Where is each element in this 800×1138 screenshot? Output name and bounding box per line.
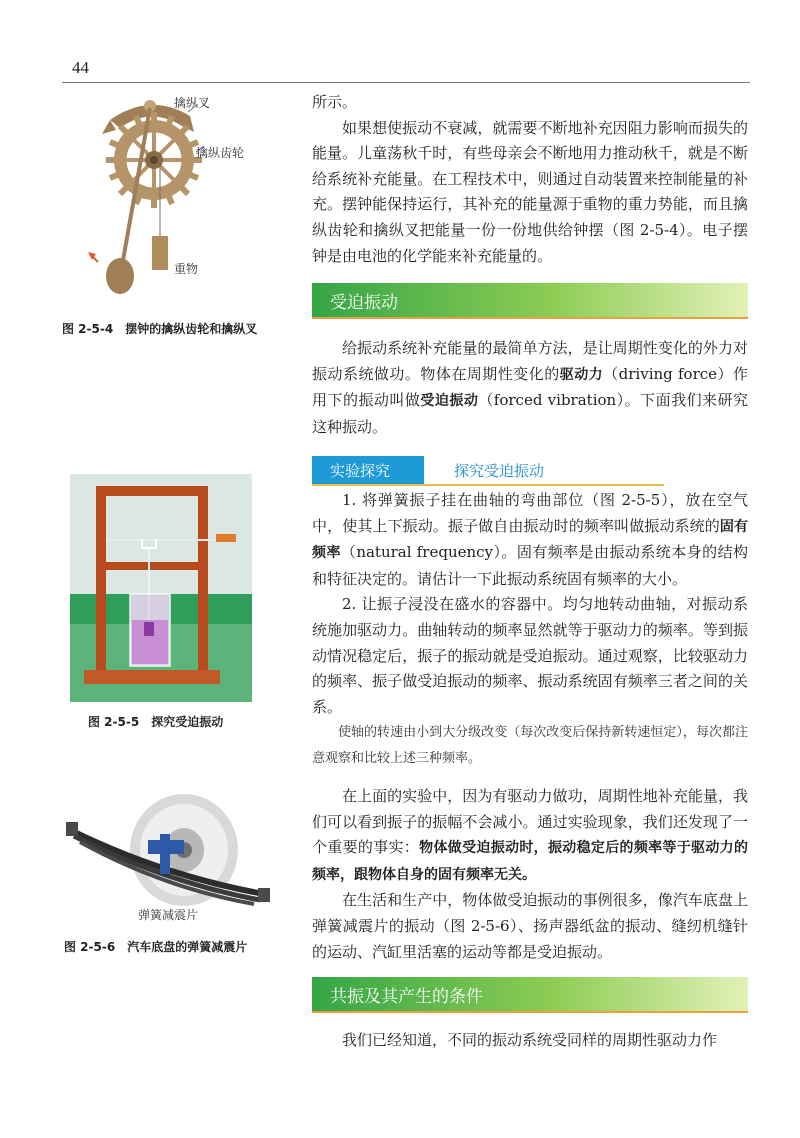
figure-escapement bbox=[70, 88, 270, 310]
apparatus-photo bbox=[70, 474, 252, 702]
paragraph-forced-vibration-definition bbox=[312, 336, 748, 440]
intro-text-block bbox=[312, 90, 748, 269]
section-title-resonance: 共振及其产生的条件 bbox=[330, 987, 483, 1007]
paragraph-energy-supply: 如果想使振动不衰减，就需要不断地补充因阻力影响而损失的能量。儿童荡秋千时，有些母亲会不断地用力推动秋千，就是不断给系统补充能量。在工程技术中，则通过自动装置来控制能量的补充。摆钟能保持运行，其补充的能量源于重物的重力势能，而且擒纵齿轮和擒纵叉把能量一份一份地供给钟摆（图 2-5-4）。电子摆钟是由电池的化学能来补充能量的。 bbox=[312, 118, 748, 265]
text-segment: （natural frequency）。固有频率是由振动系统本身的结构和特征决定的。请估计一下此振动系统固有频率的大小。 bbox=[312, 543, 749, 588]
paragraph-conclusion bbox=[312, 784, 748, 888]
key-conclusion: 物体做受迫振动时，振动稳定后的频率等于驱动力的频率，跟物体自身的固有频率无关。 bbox=[312, 840, 748, 883]
text-segment: 在上面的实验中，因为有驱动力做功，周期性地补充能量，我们可以看到振子的振幅不会减小。通过实验现象，我们还发现了一个重要的事实： bbox=[312, 787, 748, 857]
caption-fig-2-5-5: 图 2-5-5 探究受迫振动 bbox=[88, 715, 224, 729]
label-escapement-gear: 擒纵齿轮 bbox=[196, 146, 245, 160]
experiment-tag-label: 实验探究 bbox=[330, 462, 391, 480]
section-header-resonance bbox=[312, 977, 748, 1013]
term-driving-force: 驱动力 bbox=[559, 366, 604, 383]
text-segment: （driving force）作用下的振动叫做 bbox=[312, 364, 749, 410]
experiment-rule bbox=[312, 484, 664, 486]
figure-forced-vibration-apparatus bbox=[70, 474, 252, 702]
section-header-forced-vibration bbox=[312, 283, 748, 319]
term-forced-vibration: 受迫振动 bbox=[420, 393, 479, 410]
experiment-tag bbox=[312, 456, 424, 484]
header-rule bbox=[62, 82, 750, 83]
text-segment: （forced vibration）。下面我们来研究这种振动。 bbox=[312, 391, 749, 436]
resonance-text bbox=[312, 1028, 748, 1054]
experiment-text bbox=[312, 488, 748, 772]
figure-leaf-spring bbox=[64, 790, 274, 926]
text-segment: 给振动系统补充能量的最简单方法，是让周期性变化的外力对振动系统做功。物体在周期性变化的 bbox=[312, 339, 748, 383]
paragraph-examples: 在生活和生产中，物体做受迫振动的事例很多，像汽车底盘上弹簧减震片的振动（图 2-5-6）、扬声器纸盆的振动、缝纫机缝针的运动、汽缸里活塞的运动等都是受迫振动。 bbox=[312, 891, 748, 961]
forced-vibration-text bbox=[312, 336, 748, 440]
experiment-note: 使轴的转速由小到大分级改变（每次改变后保持新转速恒定），每次都注意观察和比较上述三种频率。 bbox=[312, 725, 748, 766]
section-title-forced-vibration: 受迫振动 bbox=[330, 293, 398, 313]
caption-fig-2-5-6: 图 2-5-6 汽车底盘的弹簧减震片 bbox=[64, 940, 248, 954]
caption-fig-2-5-4: 图 2-5-4 摆钟的擒纵齿轮和擒纵叉 bbox=[62, 322, 258, 336]
text-segment: 1. 将弹簧振子挂在曲轴的弯曲部位（图 2-5-5），放在空气中，使其上下振动。振子做自由振动时的频率叫做振动系统的 bbox=[312, 491, 748, 535]
experiment-step-1 bbox=[312, 488, 748, 592]
experiment-step-2: 2. 让振子浸没在盛水的容器中。均匀地转动曲轴，对振动系统施加驱动力。曲轴转动的频率显然就等于驱动力的频率。等到振动情况稳定后，振子的振动就是受迫振动。通过观察，比较驱动力的频率、振子做受迫振动的频率、振动系统固有频率三者之间的关系。 bbox=[312, 595, 748, 716]
experiment-title: 探究受迫振动 bbox=[454, 462, 545, 480]
paragraph-continuation: 所示。 bbox=[312, 93, 358, 111]
label-leaf-spring: 弹簧减震片 bbox=[138, 908, 199, 922]
page-number: 44 bbox=[72, 58, 89, 77]
escapement-illustration bbox=[70, 88, 270, 310]
paragraph-resonance-intro: 我们已经知道，不同的振动系统受同样的周期性驱动力作 bbox=[342, 1031, 718, 1049]
label-weight: 重物 bbox=[174, 262, 199, 276]
label-escapement-fork: 擒纵叉 bbox=[174, 96, 211, 110]
conclusion-text bbox=[312, 784, 748, 965]
term-natural-frequency: 固有频率 bbox=[312, 518, 748, 562]
